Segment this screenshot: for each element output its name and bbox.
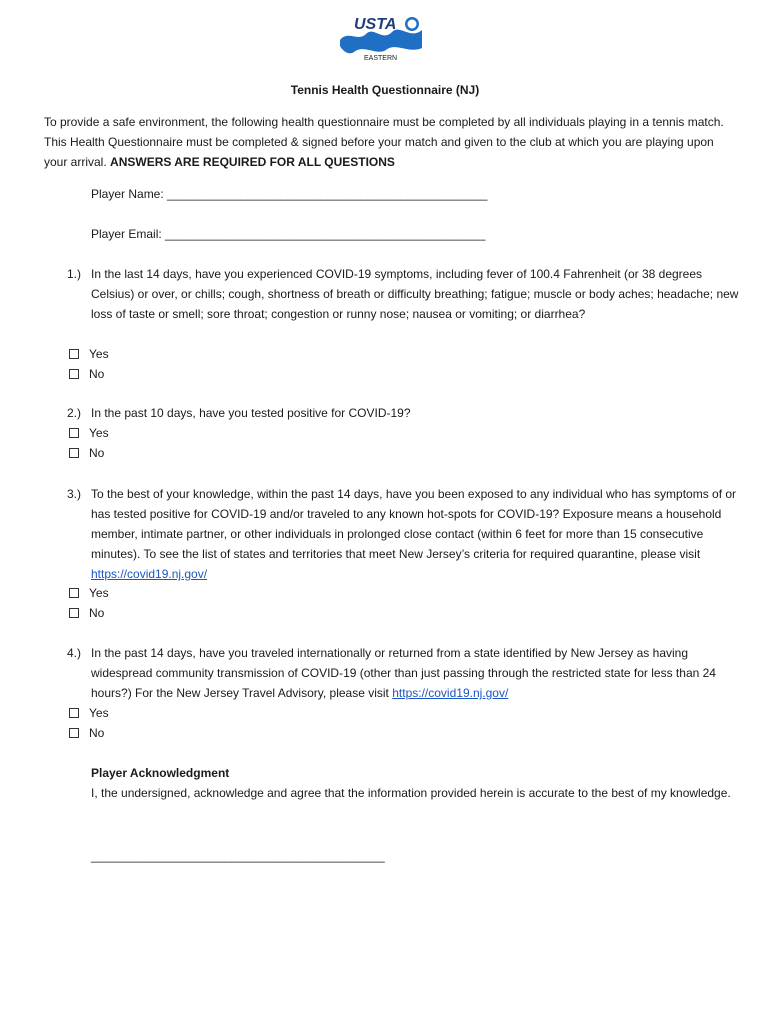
option-label: Yes [89,586,109,600]
checkbox[interactable] [69,728,79,738]
question-3-number: 3.) [67,487,82,501]
checkbox[interactable] [69,349,79,359]
question-2-no-option[interactable] [69,443,104,463]
checkbox[interactable] [69,369,79,379]
option-label: No [89,606,105,620]
option-label: No [89,367,105,381]
logo-text: USTA [354,16,397,33]
question-4-text [91,643,741,703]
option-label: No [89,726,105,740]
question-4-number: 4.) [67,646,82,660]
option-label: Yes [89,347,109,361]
usta-logo [336,12,426,62]
checkbox[interactable] [69,708,79,718]
question-3-text [91,484,741,584]
player-name-field[interactable]: Player Name: ________________________________________________ [91,187,488,201]
intro-paragraph [44,112,734,172]
question-3-no-option[interactable] [69,603,104,623]
question-1-yes-option[interactable] [69,344,109,364]
logo-subtext: EASTERN [364,55,398,62]
checkbox[interactable] [69,428,79,438]
player-email-field[interactable]: Player Email: ________________________________________________ [91,227,486,241]
checkbox[interactable] [69,608,79,618]
question-1-text: In the last 14 days, have you experienced COVID-19 symptoms, including fever of 100.4 Fahrenheit (or 38 degrees Celsius) or over, or chills; cough, shortness of breath or difficulty breathing; fatigue; muscle or body aches; headache; new loss of taste or smell; sore throat; congestion or runny nose; nausea or vomiting; or diarrhea? [91,267,739,321]
question-1-number: 1.) [67,267,82,281]
checkbox[interactable] [69,448,79,458]
intro-text: To provide a safe environment, the following health questionnaire must be completed by all individuals playing in a tennis match. This Health Questionnaire must be completed & signed before your match and given to the club at which you are playing upon your arrival. [44,115,724,169]
question-4-yes-option[interactable] [69,703,109,723]
checkbox[interactable] [69,588,79,598]
option-label: No [89,446,105,460]
intro-required-note: ANSWERS ARE REQUIRED FOR ALL QUESTIONS [110,155,395,169]
acknowledgment-heading: Player Acknowledgment [91,766,230,780]
acknowledgment-text: I, the undersigned, acknowledge and agree that the information provided herein is accurate to the best of my knowledge. [91,786,731,800]
question-1-no-option[interactable] [69,364,104,384]
question-4-link[interactable]: https://covid19.nj.gov/ [392,686,509,700]
question-4-body: In the past 14 days, have you traveled internationally or returned from a state identified by New Jersey as having widespread community transmission of COVID-19 (other than just passing through the restricted state for less than 24 hours?) For the New Jersey Travel Advisory, please visit [91,646,716,700]
question-3-body: To the best of your knowledge, within the past 14 days, have you been exposed to any individual who has symptoms of or has tested positive for COVID-19 and/or traveled to any known hot-spots for COVID-19? Exposure means a household member, intimate partner, or other individuals in prolonged close contact (within 6 feet for more than 15 consecutive minutes). To see the list of states and territories that meet New Jersey’s criteria for required quarantine, please visit [91,487,737,561]
question-2-number: 2.) [67,406,82,420]
question-3-link[interactable]: https://covid19.nj.gov/ [91,567,208,581]
question-4-no-option[interactable] [69,723,104,743]
question-2-text: In the past 10 days, have you tested positive for COVID-19? [91,406,411,420]
question-2-yes-option[interactable] [69,423,109,443]
option-label: Yes [89,706,109,720]
signature-line[interactable]: ____________________________________________ [91,849,385,863]
question-3-yes-option[interactable] [69,583,109,603]
option-label: Yes [89,426,109,440]
page-title: Tennis Health Questionnaire (NJ) [290,83,480,97]
